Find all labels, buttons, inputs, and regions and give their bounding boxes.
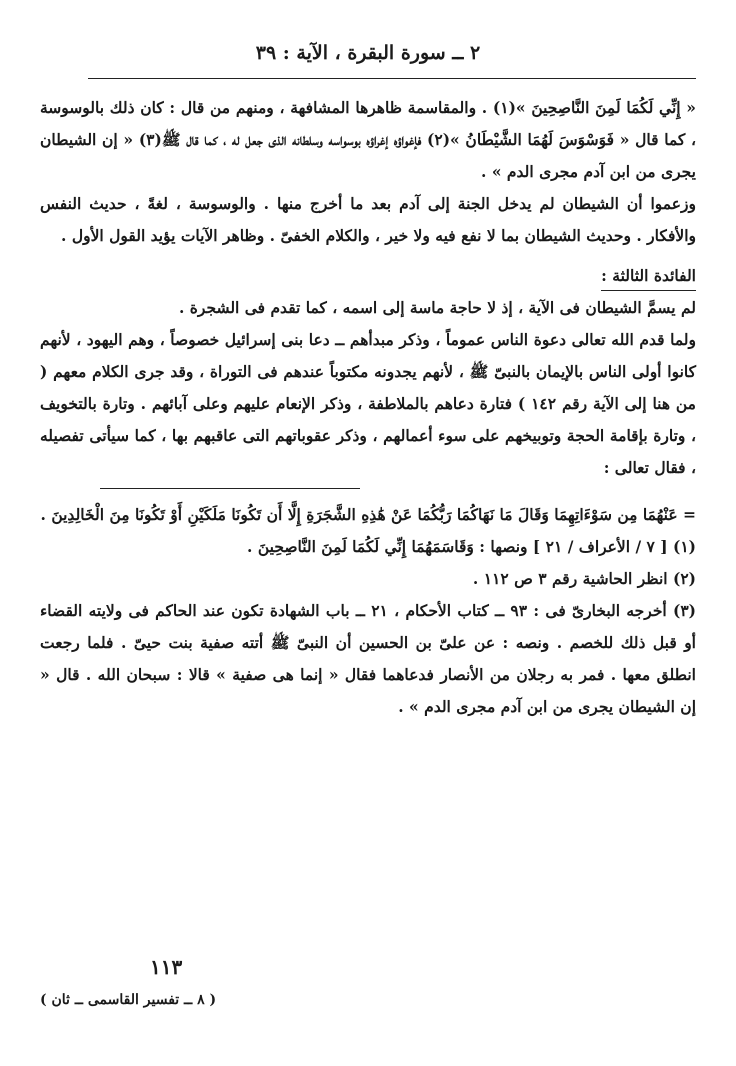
signature-mark: ( ٨ ــ تفسير القاسمى ــ ثان ) <box>40 992 217 1008</box>
header-rule <box>88 78 696 79</box>
paragraph-1: « إِنِّي لَكُمَا لَمِنَ النَّاصِحِينَ »(١) . والمقاسمة ظاهرها المشافهة ، ومنهم من قال : كان ذلك بالوسوسة ، كما قال « فَوَسْوَسَ لَهُمَا الشَّيْطَانُ »(٢) فإغواؤه إغراؤه بوسواسه وسلطانه الذى جعل له ، كما قال ﷺ(٣) « إن الشيطان يجرى من ابن آدم مجرى الدم » . <box>40 98 696 181</box>
footnote-1: (١) [ ٧ / الأعراف / ٢١ ] ونصها : وَقَاسَمَهُمَا إِنِّي لَكُمَا لَمِنَ النَّاصِحِينَ . <box>247 537 696 556</box>
page-number: ١١٣ <box>150 955 183 979</box>
section-heading-wrap <box>40 256 696 292</box>
verse-continuation: = عَنْهُمَا مِن سَوْءَاتِهِمَا وَقَالَ مَا نَهَاكُمَا رَبُّكُمَا عَنْ هَٰذِهِ الشَّجَرَةِ إِلَّا أَن تَكُونَا مَلَكَيْنِ أَوْ تَكُونَا مِنَ الْخَالِدِينَ . <box>40 505 696 524</box>
paragraph-3: لم يسمَّ الشيطان فى الآية ، إذ لا حاجة ماسة إلى اسمه ، كما تقدم فى الشجرة . <box>179 298 696 317</box>
page-body <box>40 92 696 723</box>
footnote-2: (٢) انظر الحاشية رقم ٣ ص ١١٢ . <box>472 569 696 588</box>
footnote-3: (٣) أخرجه البخارىّ فى : ٩٣ ــ كتاب الأحكام ، ٢١ ــ باب الشهادة تكون عند الحاكم فى ولايته القضاء أو قبل ذلك للخصم . ونصه : عن علىّ بن الحسين أن النبىّ ﷺ أتته صفية بنت حيىّ . فلما رجعت انطلق معها . فمر به رجلان من الأنصار فدعاهما فقال « إنما هى صفية » قالا : سبحان الله . قال « إن الشيطان يجرى من ابن آدم مجرى الدم » . <box>40 601 697 716</box>
section-heading: الفائدة الثالثة : <box>601 262 696 291</box>
paragraph-2: وزعموا أن الشيطان لم يدخل الجنة إلى آدم بعد ما أخرج منها . والوسوسة ، لغةً ، حديث النفس والأفكار . وحديث الشيطان بما لا نفع فيه ولا خير ، والكلام الخفىّ . وظاهر الآيات يؤيد القول الأول . <box>40 194 696 245</box>
paragraph-4: ولما قدم الله تعالى دعوة الناس عموماً ، وذكر مبدأهم ــ دعا بنى إسرائيل خصوصاً ، وهم اليهود ، لأنهم كانوا أولى الناس بالإيمان بالنبىّ ﷺ ، لأنهم يجدونه مكتوباً عندهم فى التوراة ، وقد جرى الكلام معهم ( من هنا إلى الآية رقم ١٤٢ ) فتارة دعاهم بالملاطفة ، وذكر الإنعام عليهم وعلى آبائهم . وتارة بالتخويف ، وتارة بإقامة الحجة وتوبيخهم على سوء أعمالهم ، وذكر عقوباتهم التى عاقبهم بها ، كما سيأتى تفصيله ، فقال تعالى : <box>40 330 696 477</box>
footnote-separator <box>100 488 360 489</box>
running-header: ٢ ــ سورة البقرة ، الآية : ٣٩ <box>255 42 481 64</box>
